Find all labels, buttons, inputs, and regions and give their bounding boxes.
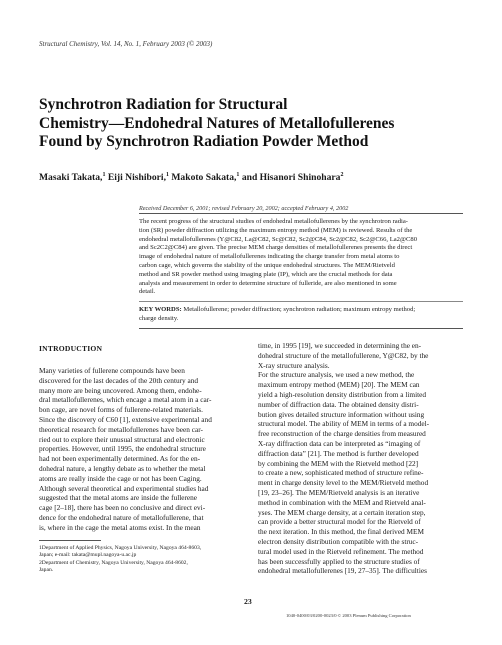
author-name: Masaki Takata, (39, 172, 103, 184)
body-line: free reconstruction of the charge densities from measured (258, 429, 426, 439)
keywords (139, 306, 463, 324)
abstract-bottom-rule (139, 328, 463, 329)
body-line: X-ray structure analysis. (258, 360, 330, 370)
keywords-text: Metallofullerene; powder diffraction; synchrotron radiation; maximum entropy method; (181, 306, 416, 313)
body-line: structural model. The ability of MEM in terms of a model- (258, 419, 430, 429)
author-list (39, 172, 343, 183)
body-line: the next iteration. In this method, the final derived MEM (258, 527, 424, 537)
keywords-label: KEY WORDS: (139, 306, 182, 313)
abstract-line: image of endohedral nature of metallofullerenes indicating the charge transfer from metal atoms to (139, 253, 400, 261)
footnote-line: Japan. (39, 567, 54, 574)
author-name: and Hisanori Shinohara (241, 172, 341, 184)
keywords-line: charge density. (139, 314, 179, 322)
author-name: Eiji Nishibori, (107, 172, 166, 184)
keywords-line (139, 306, 463, 315)
body-line: electron density distribution compatible with the struc- (258, 536, 419, 546)
keywords-rule (139, 301, 463, 302)
body-line: atoms are really inside the cage or not has been Caging. (39, 473, 202, 483)
abstract-line: The recent progress of the structural studies of endohedral metallofullerenes by the synchrotron radia- (139, 218, 408, 225)
body-line: dohedral structure of the metallofullerene, Y@C82, by the (258, 350, 429, 360)
body-line: tural model used in the Rietveld refinement. The method (258, 546, 424, 556)
body-line: dral metallofullerenes, which encage a metal atom in a car- (39, 395, 212, 405)
left-column-text (39, 366, 237, 533)
body-line: X-ray diffraction data can be interpreted as “imaging of (258, 438, 421, 448)
body-line: ried out to explore their unusual structural and electronic (39, 434, 205, 444)
right-column-text (258, 341, 465, 576)
body-line: discovered for the last decades of the 20th century and (39, 375, 199, 385)
body-line: Although several theoretical and experimental studies had (39, 483, 209, 493)
footnote-line: 1Department of Applied Physics, Nagoya University, Nagoya 464-8603, (39, 545, 202, 551)
received-dates: Received December 6, 2001; revised February 20, 2002; accepted February 4, 2002 (139, 205, 349, 212)
body-line: cage [2–18], there has been no conclusive and direct evi- (39, 503, 206, 513)
author-name: Makoto Sakata, (171, 172, 237, 184)
title-line: Found by Synchrotron Radiation Powder Method (39, 133, 369, 150)
body-line: diffraction data” [21]. The method is further developed (258, 448, 419, 458)
page-number: 23 (244, 597, 252, 606)
author-affiliation-mark: 2 (340, 172, 344, 178)
body-line: is, where in the cage the metal atoms exist. In the mean (39, 522, 201, 532)
author-affiliation-mark: 1 (102, 172, 106, 178)
abstract-line: and Sc2C2@C84) are given. The precise MEM charge densities of metallofullerenes presents the direct (139, 244, 413, 252)
body-line: time, in 1995 [19], we succeeded in determining the en- (258, 341, 422, 350)
body-line: dence for the endohedral nature of metallofullerene, that (39, 512, 204, 522)
footnote-rule (39, 540, 101, 541)
copyright-line: 1040-0400/03/0200-0023/0 © 2003 Plenum Publishing Corporation (286, 613, 411, 618)
journal-header: Structural Chemistry, Vol. 14, No. 1, February 2003 (© 2003) (39, 40, 213, 48)
body-line: maximum entropy method (MEM) [20]. The MEM can (258, 380, 420, 390)
body-line: Since the discovery of C60 [1], extensive experimental and (39, 414, 212, 424)
abstract-line: detail. (139, 288, 156, 296)
body-line: yses. The MEM charge density, at a certain iteration step, (258, 507, 426, 517)
body-line: bon cage, are novel forms of fullerene-related materials. (39, 405, 203, 415)
title-line: Synchrotron Radiation for Structural (39, 96, 288, 113)
body-line: bution gives detailed structure information without using (258, 409, 425, 419)
body-line: by combining the MEM with the Rietveld method [22] (258, 458, 419, 468)
body-line: properties. However, until 1995, the endohedral structure (39, 444, 206, 454)
body-line: For the structure analysis, we used a new method, the (258, 370, 415, 380)
body-line: has been successfully applied to the structure studies of (258, 556, 420, 566)
body-line: dohedral nature, a lengthy debate as to whether the metal (39, 463, 206, 473)
body-line: theoretical research for metallofullerenes have been car- (39, 424, 203, 434)
abstract-line: endohedral metallofullerenes (Y@C82, La@C82, Sc@C82, Sc2@C84, Sc2@C82, Sc2@C66, La2@C80 (139, 235, 418, 243)
author-affiliation-mark: 1 (165, 172, 169, 178)
body-line: had not been experimentally determined. As for the en- (39, 454, 201, 464)
abstract-line: method and SR powder method using imaging plate (IP), which are the crucial methods for data (139, 270, 393, 278)
body-line: Many varieties of fullerene compounds have been (39, 366, 185, 375)
body-line: to create a new, sophisticated method of structure refine- (258, 468, 424, 478)
section-heading: INTRODUCTION (39, 344, 103, 353)
article-title (39, 96, 469, 152)
abstract-line: carbon cage, which governs the stability of the unique endohedral structures. The MEM/Rietveld (139, 261, 395, 269)
body-line: method in combination with the MEM and Rietveld anal- (258, 497, 426, 507)
abstract-line: analysis and measurement in order to determine structure of fulleride, are also mentioned in some (139, 279, 397, 287)
footnotes (39, 545, 249, 575)
body-line: ment in charge density level to the MEM/Rietveld method (258, 478, 429, 488)
footnote-line: 2Department of Chemistry, Nagoya University, Nagoya 464-8602, (39, 559, 188, 566)
body-line: number of diffraction data. The obtained density distri- (258, 399, 419, 409)
abstract-line: tion (SR) powder diffraction utilizing the maximum entropy method (MEM) is reviewed. Results of the (139, 226, 413, 234)
abstract-top-rule (139, 213, 463, 214)
body-line: [19, 23–26]. The MEM/Rietveld analysis is an iterative (258, 487, 420, 497)
body-line: yield a high-resolution density distribution from a limited (258, 389, 427, 399)
author-affiliation-mark: 1 (236, 172, 240, 178)
title-line: Chemistry—Endohedral Natures of Metallofullerenes (39, 114, 395, 132)
body-line: can provide a better structural model for the Rietveld of (258, 517, 421, 527)
body-line: suggested that the metal atoms are inside the fullerene (39, 493, 198, 503)
footnote-line: Japan; e-mail: takata@mupl.nagoya-u.ac.jp (39, 552, 137, 559)
body-line: many more are being uncovered. Among them, endohe- (39, 385, 202, 395)
abstract (139, 218, 463, 297)
body-line: endohedral metallofullerenes [19, 27–35]. The difficulties (258, 566, 427, 576)
